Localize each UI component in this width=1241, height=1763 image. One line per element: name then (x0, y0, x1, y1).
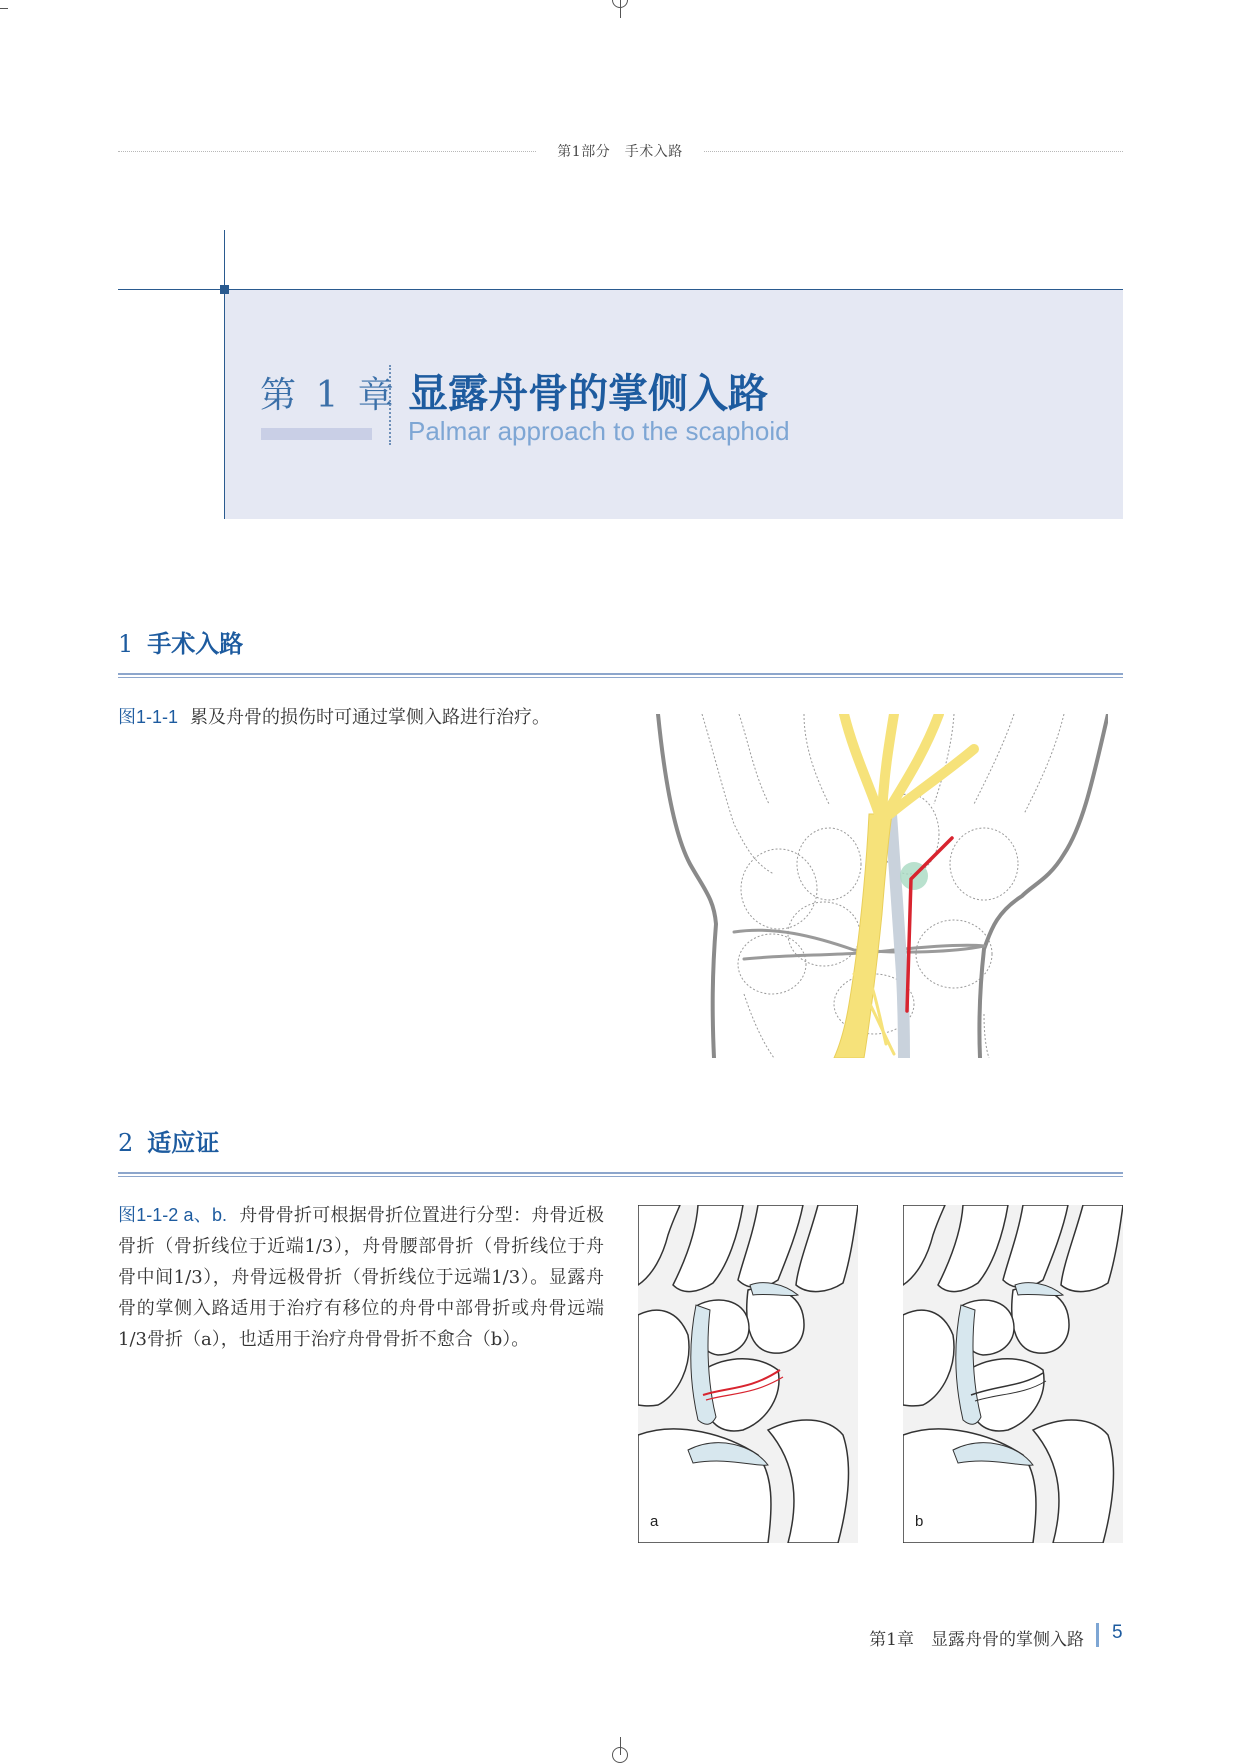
figure-scaphoid-nonunion-b (903, 1205, 1123, 1543)
header-rule-right (704, 151, 1123, 152)
running-header: 第1部分 手术入路 (557, 144, 683, 160)
figure-label: 图1-1-2 a、b. (118, 1205, 228, 1225)
section-rule-1 (118, 673, 1123, 678)
page-number: 5 (1112, 1622, 1123, 1643)
chapter-rule-horizontal (118, 289, 1123, 290)
footer-divider (1096, 1623, 1099, 1647)
figure-caption-2 (118, 1200, 604, 1355)
caption-text: 累及舟骨的损伤时可通过掌侧入路进行治疗。 (190, 707, 551, 728)
section-heading-1 (118, 624, 243, 659)
chapter-title: 显露舟骨的掌侧入路 (408, 371, 768, 417)
crop-mark-left (0, 8, 8, 9)
section-number: 1 (118, 630, 134, 658)
chapter-title-english: Palmar approach to the scaphoid (408, 416, 790, 446)
crop-circle-bottom (612, 1747, 628, 1763)
header-rule-left (118, 151, 536, 152)
chapter-rule-square (220, 285, 229, 294)
crop-circle-top (612, 0, 628, 8)
section-rule-2 (118, 1172, 1123, 1177)
panel-label-b: b (915, 1513, 924, 1530)
figure-caption-1 (118, 702, 618, 733)
section-number: 2 (118, 1129, 134, 1157)
chapter-number: 第 1 章 (260, 375, 398, 416)
caption-text: 舟骨骨折可根据骨折位置进行分型：舟骨近极骨折（骨折线位于近端1/3），舟骨腰部骨折（骨折线位于舟骨中间1/3），舟骨远极骨折（骨折线位于远端1/3）。显露舟骨的掌侧入路适用于治疗有移位的舟骨中部骨折或舟骨远端1/3骨折（a），也适用于治疗舟骨骨折不愈合（b）。 (118, 1205, 605, 1350)
footer-chapter-label: 第1章 显露舟骨的掌侧入路 (869, 1630, 1084, 1650)
section-title: 适应证 (147, 1128, 220, 1157)
chapter-number-bar (261, 428, 372, 440)
panel-label-a: a (650, 1513, 659, 1530)
figure-label: 图1-1-1 (118, 707, 179, 727)
section-heading-2 (118, 1123, 219, 1158)
section-title: 手术入路 (147, 629, 244, 658)
figure-scaphoid-fracture-a (638, 1205, 858, 1543)
figure-palmar-wrist-illustration (654, 714, 1108, 1058)
chapter-divider (389, 365, 391, 445)
chapter-rule-vertical (224, 230, 225, 519)
